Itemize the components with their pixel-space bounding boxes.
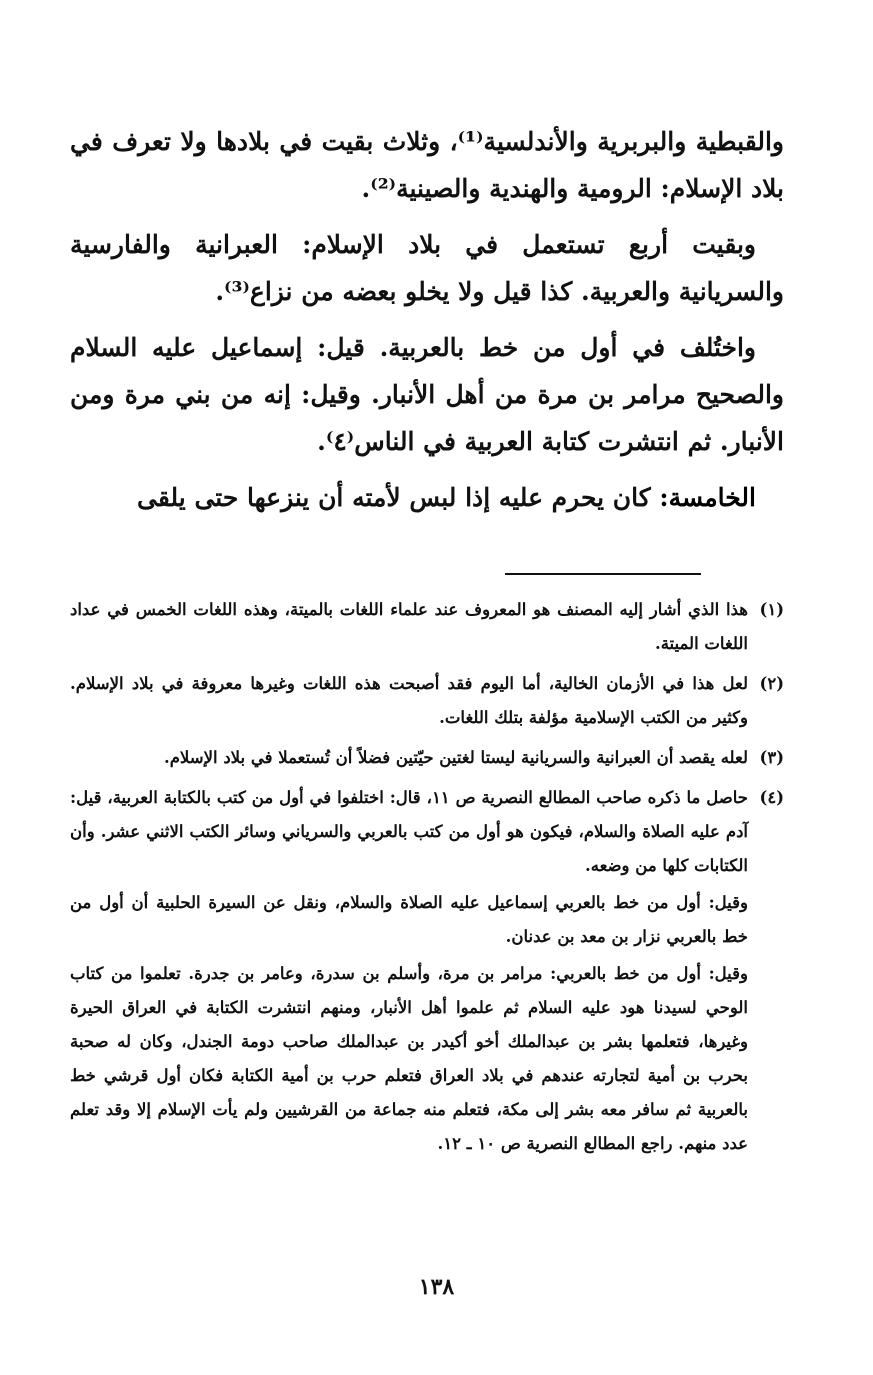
- body-paragraph-3: واختُلف في أول من خط بالعربية. قيل: إسماعيل عليه السلام والصحيح مرامر بن مرة من أهل الأنبار. وقيل: إنه من بني مرة ومن الأنبار. ثم انتشرت كتابة العربية في الناس⁽٤⁾.: [70, 333, 784, 456]
- body-paragraph-2: وبقيت أربع تستعمل في بلاد الإسلام: العبرانية والفارسية والسريانية والعربية. كذا قيل ولا يخلو بعضه من نزاع⁽³⁾.: [70, 230, 784, 306]
- footnote-text: هذا الذي أشار إليه المصنف هو المعروف عند علماء اللغات بالميتة، وهذه اللغات الخمس في عداد اللغات الميتة.: [70, 600, 748, 653]
- body-paragraph-4: [70, 474, 784, 521]
- footnote-3: [70, 741, 784, 778]
- footnote-1: [70, 593, 784, 664]
- footnote-body: [70, 781, 748, 1164]
- footnote-number: (١): [759, 600, 784, 619]
- page-number: ١٣٨: [418, 1274, 455, 1300]
- footnote-number: (٣): [759, 748, 784, 767]
- footnote-separator: [505, 573, 701, 575]
- footnote-2: [70, 667, 784, 738]
- body-paragraph-1: والقبطية والبربرية والأندلسية⁽¹⁾، وثلاث بقيت في بلادها ولا تعرف في بلاد الإسلام: الرومية والهندية والصينية⁽²⁾.: [70, 127, 784, 203]
- footnote-text: لعله يقصد أن العبرانية والسريانية ليستا لغتين حيّتين فضلاً أن تُستعملا في بلاد الإسلام.: [163, 748, 748, 767]
- body-paragraph-4-text: كان يحرم عليه إذا لبس لأمته أن ينزعها حتى يلقى: [137, 483, 660, 512]
- footnote-text: حاصل ما ذكره صاحب المطالع النصرية ص ١١، قال: اختلفوا في أول من كتب بالكتابة العربية، قيل: آدم عليه الصلاة والسلام، فيكون هو أول من كتب بالعربي والسرياني وسائر الكتب الاثني عشر. وأن الكتابات كلها من وضعه.: [70, 788, 748, 875]
- footnote-4: [70, 781, 784, 1164]
- footnote-number: (٢): [759, 674, 784, 693]
- footnote-text: وقيل: أول من خط بالعربي: مرامر بن مرة، وأسلم بن سدرة، وعامر بن جدرة. تعلموا من كتاب الوحي لسيدنا هود عليه السلام ثم علموا أهل الأنبار، ومنهم انتشرت الكتابة في العراق الحيرة وغيرها، فتعلمها بشر بن عبدالملك أخو أكيدر بن عبدالملك صاحب دومة الجندل، وكان له صحبة بحرب بن أمية لتجارته عندهم في بلاد العراق فتعلم حرب بن أمية الكتابة فكان أول قرشي خط بالعربية ثم سافر معه بشر إلى مكة، فتعلم منه جماعة من القرشيين ولم يأت الإسلام إلا وقد تعلم عدد منهم. راجع المطالع النصرية ص ١٠ ـ ١٢.: [70, 964, 748, 1153]
- footnote-number: (٤): [759, 788, 784, 807]
- footnote-body: [70, 667, 748, 738]
- section-label-fifth: الخامسة:: [659, 483, 756, 512]
- footnote-text: لعل هذا في الأزمان الخالية، أما اليوم فقد أصبحت هذه اللغات وغيرها معروفة في بلاد الإسلام. وكثير من الكتب الإسلامية مؤلفة بتلك اللغات.: [70, 674, 748, 727]
- main-text: [70, 118, 784, 530]
- footnote-body: [70, 741, 748, 778]
- footnote-text: وقيل: أول من خط بالعربي إسماعيل عليه الصلاة والسلام، ونقل عن السيرة الحلبية أن أول من خط بالعربي نزار بن معد بن عدنان.: [70, 893, 748, 946]
- footnote-body: [70, 593, 748, 664]
- footnotes: [70, 593, 784, 1167]
